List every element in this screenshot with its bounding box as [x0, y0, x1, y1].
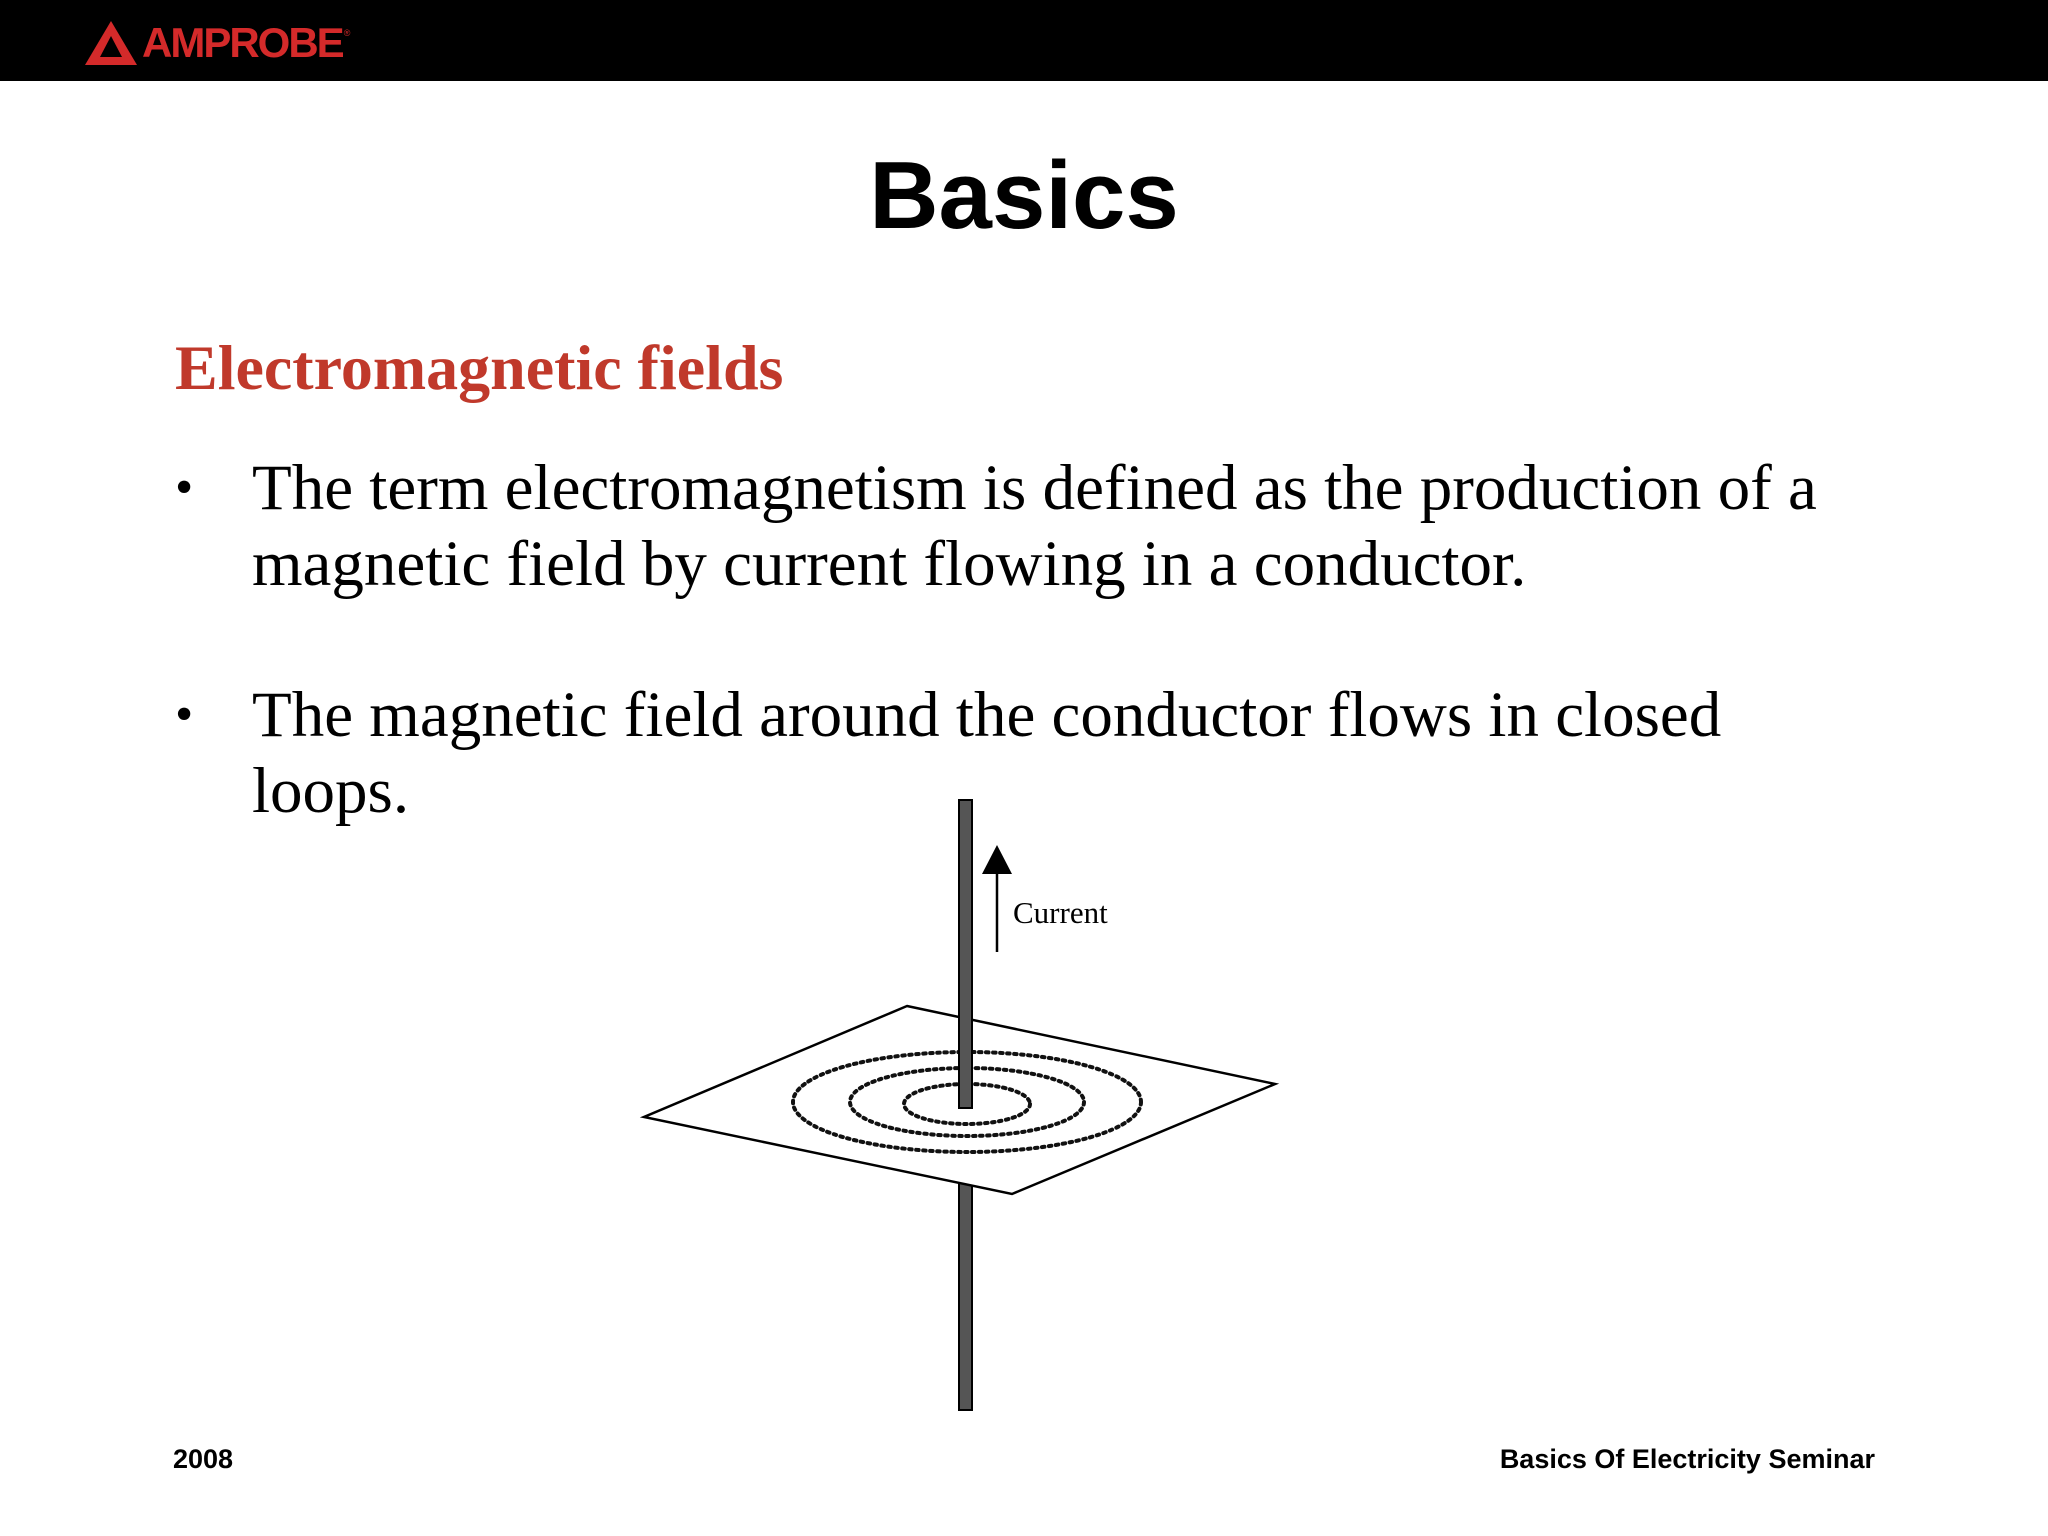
slide-title: Basics [869, 142, 1179, 249]
electromagnetism-figure [630, 790, 1330, 1420]
bullet-marker: • [175, 686, 194, 743]
bullet-item [175, 450, 1875, 602]
bullet-marker: • [175, 459, 194, 516]
warning-triangle-icon [84, 20, 138, 66]
footer-seminar-title: Basics Of Electricity Seminar [1499, 1444, 1875, 1474]
conductor-upper [959, 800, 972, 1108]
brand-logo [84, 16, 350, 70]
section-heading: Electromagnetic fields [175, 332, 784, 403]
conductor-lower [959, 1180, 972, 1410]
brand-name: AMPROBE [142, 19, 343, 66]
header-bar [0, 0, 2048, 81]
bullet-text: The magnetic field around the conductor flows in closed loops. [252, 679, 1722, 827]
footer-year: 2008 [173, 1444, 234, 1474]
current-arrow-head [982, 845, 1012, 874]
current-label: Current [1013, 895, 1108, 930]
brand-registered-mark: ® [343, 28, 351, 38]
conductor-magnetic-field-diagram [630, 790, 1330, 1420]
bullet-text: The term electromagnetism is defined as the production of a magnetic field by current flowing in a conductor. [252, 452, 1817, 600]
